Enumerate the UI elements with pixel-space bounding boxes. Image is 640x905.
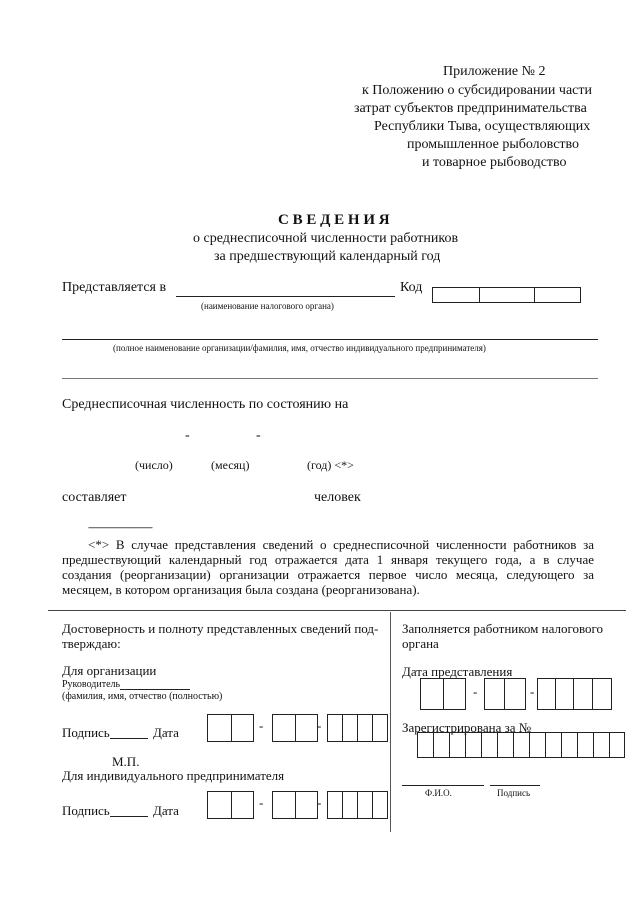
section-divider (48, 610, 626, 611)
officer-name-field[interactable] (402, 785, 484, 786)
submitted-label: Представляется в (62, 280, 167, 295)
date-day-boxes-2[interactable] (207, 791, 254, 819)
date-dash: - (317, 795, 322, 810)
appendix-line: затрат субъектов предпринимательства (354, 101, 587, 116)
organization-name-field-2[interactable] (62, 378, 598, 379)
organization-name-field[interactable] (62, 339, 598, 340)
appendix-line: к Положению о субсидировании части (362, 83, 592, 98)
date-month-boxes-2[interactable] (272, 791, 318, 819)
registration-number-boxes[interactable] (417, 732, 625, 758)
document-subtitle: о среднесписочной численности работников (193, 231, 459, 246)
date-label-2: Дата (153, 803, 179, 818)
date-dash: - (259, 718, 264, 733)
amount-label: составляет (62, 490, 127, 505)
tax-officer-note: Заполняется работником налогового (402, 621, 604, 636)
date-dash: - (317, 718, 322, 733)
fio-hint: (фамилия, имя, отчество (полностью) (62, 691, 223, 702)
organization-hint: (полное наименование организации/фамилия, имя, отчество индивидуального предпринимателя) (113, 343, 486, 353)
officer-name-hint: Ф.И.О. (425, 788, 452, 798)
appendix-title: Приложение № 2 (443, 64, 546, 79)
date-year-boxes-2[interactable] (327, 791, 388, 819)
tax-authority-hint: (наименование налогового органа) (201, 301, 334, 311)
confirm-text: Достоверность и полноту представленных сведений под- (62, 621, 379, 636)
date-dash: - (530, 684, 535, 699)
column-divider (390, 612, 391, 832)
date-dash: - (259, 795, 264, 810)
registered-label: Зарегистрирована за № (402, 720, 532, 735)
document-subtitle: за предшествующий календарный год (214, 249, 441, 264)
signature-field-2[interactable] (110, 816, 148, 817)
unit-label: человек (314, 490, 361, 505)
submission-month-boxes[interactable] (484, 678, 526, 710)
confirm-text: тверждаю: (62, 636, 121, 651)
officer-signature-hint: Подпись (497, 788, 531, 798)
stamp-label: М.П. (112, 754, 140, 769)
tax-officer-note: органа (402, 636, 439, 651)
document-title: С В Е Д Е Н И Я (278, 212, 390, 228)
date-dash: - (185, 428, 190, 443)
year-hint: (год) <*> (307, 458, 354, 472)
date-day-boxes[interactable] (207, 714, 254, 742)
footnote-rule: -------------------------------- (88, 522, 152, 532)
appendix-line: Республики Тыва, осуществляющих (374, 119, 591, 134)
appendix-line: промышленное рыболовство (407, 137, 580, 152)
code-label: Код (400, 280, 423, 295)
officer-signature-field[interactable] (490, 785, 540, 786)
date-month-boxes[interactable] (272, 714, 318, 742)
submission-day-boxes[interactable] (420, 678, 466, 710)
tax-authority-field[interactable] (176, 296, 395, 297)
day-hint: (число) (135, 458, 173, 472)
entrepreneur-label: Для индивидуального предпринимателя (62, 768, 285, 783)
signature-label: Подпись (62, 725, 110, 740)
submission-year-boxes[interactable] (537, 678, 612, 710)
headcount-label: Среднесписочная численность по состоянию на (62, 397, 349, 412)
organization-label: Для организации (62, 663, 157, 678)
submission-date-label: Дата представления (402, 664, 513, 679)
date-label: Дата (153, 725, 179, 740)
date-dash: - (256, 428, 261, 443)
date-dash: - (473, 684, 478, 699)
head-name-field[interactable] (120, 689, 190, 690)
month-hint: (месяц) (211, 458, 250, 472)
signature-label-2: Подпись (62, 803, 110, 818)
footnote-text: <*> В случае представления сведений о среднесписочной численности работников за предшествующий календарный год отражается дата 1 января текущего года, а в случае создания (реорганизации) организации отражается первое число месяца, следующего за месяцем, в котором организация была создана (реорганизована). (62, 537, 594, 597)
date-year-boxes[interactable] (327, 714, 388, 742)
signature-field[interactable] (110, 738, 148, 739)
appendix-line: и товарное рыбоводство (422, 155, 567, 170)
code-boxes[interactable] (432, 287, 581, 303)
head-label: Руководитель (62, 679, 121, 690)
